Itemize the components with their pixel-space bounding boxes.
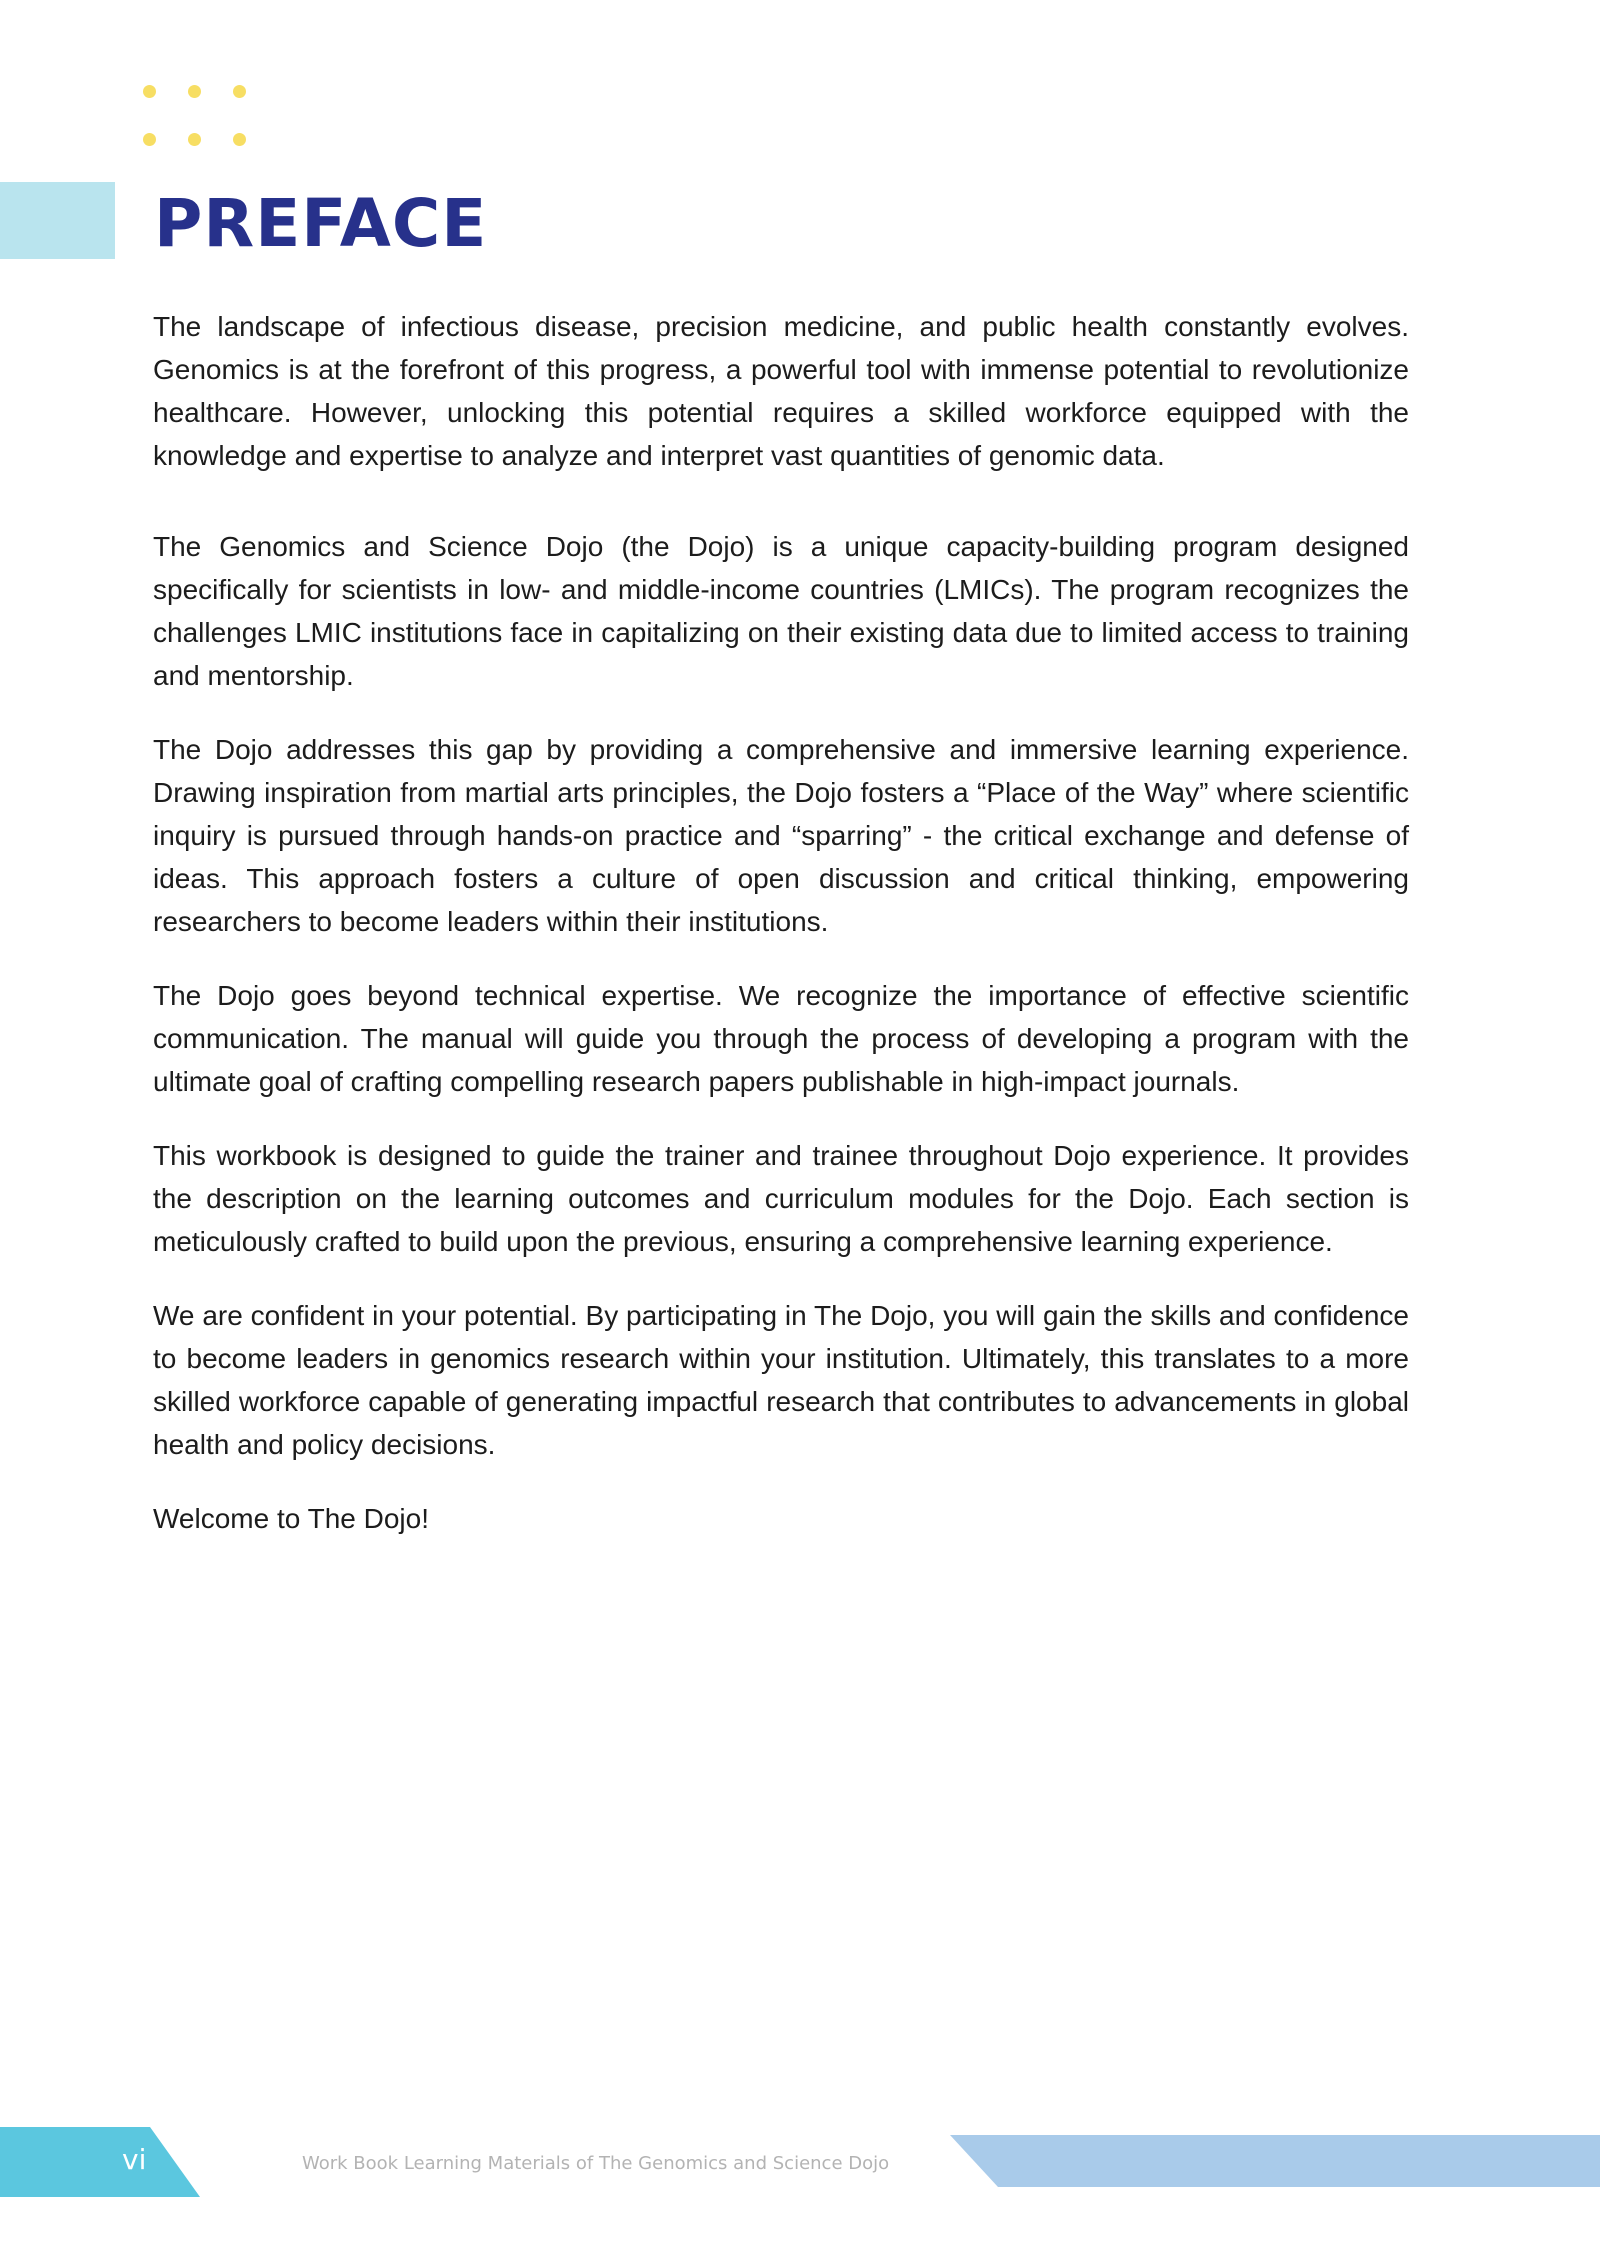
- preface-body: [153, 305, 1409, 1571]
- dot-icon: [143, 133, 156, 146]
- closing-line: Welcome to The Dojo!: [153, 1503, 429, 1534]
- dot-icon: [233, 133, 246, 146]
- paragraph: The Dojo goes beyond technical expertise. We recognize the importance of effective scientific communication. The manual will guide you through the process of developing a program with the ultimate goal of crafting compelling research papers publishable in high-impact journals.: [153, 980, 1409, 1097]
- page-title: PREFACE: [154, 185, 488, 262]
- footer-accent-bar: [950, 2135, 1600, 2187]
- dot-icon: [233, 85, 246, 98]
- decorative-dots: [143, 85, 253, 155]
- paragraph: This workbook is designed to guide the trainer and trainee throughout Dojo experience. It provides the description on the learning outcomes and curriculum modules for the Dojo. Each section is meticulously crafted to build upon the previous, ensuring a comprehensive learning experience.: [153, 1140, 1409, 1257]
- page-number: vi: [122, 2143, 147, 2176]
- footer-caption: Work Book Learning Materials of The Genomics and Science Dojo: [302, 2153, 890, 2174]
- dot-icon: [143, 85, 156, 98]
- footer-page-tab: [0, 2127, 200, 2197]
- dot-icon: [188, 133, 201, 146]
- paragraph: The Dojo addresses this gap by providing a comprehensive and immersive learning experience. Drawing inspiration from martial arts principles, the Dojo fosters a “Place of the Way” where scientific inquiry is pursued through hands-on practice and “sparring” - the critical exchange and defense of ideas. This approach fosters a culture of open discussion and critical thinking, empowering researchers to become leaders within their institutions.: [153, 734, 1409, 937]
- title-accent-block: [0, 182, 115, 259]
- paragraph: The Genomics and Science Dojo (the Dojo) is a unique capacity-building program designed specifically for scientists in low- and middle-income countries (LMICs). The program recognizes the challenges LMIC institutions face in capitalizing on their existing data due to limited access to training and mentorship.: [153, 531, 1409, 691]
- paragraph: We are confident in your potential. By participating in The Dojo, you will gain the skills and confidence to become leaders in genomics research within your institution. Ultimately, this translates to a more skilled workforce capable of generating impactful research that contributes to advancements in global health and policy decisions.: [153, 1300, 1409, 1460]
- dot-icon: [188, 85, 201, 98]
- paragraph: The landscape of infectious disease, precision medicine, and public health constantly evolves. Genomics is at the forefront of this progress, a powerful tool with immense potential to revolutionize healthcare. However, unlocking this potential requires a skilled workforce equipped with the knowledge and expertise to analyze and interpret vast quantities of genomic data.: [153, 311, 1409, 471]
